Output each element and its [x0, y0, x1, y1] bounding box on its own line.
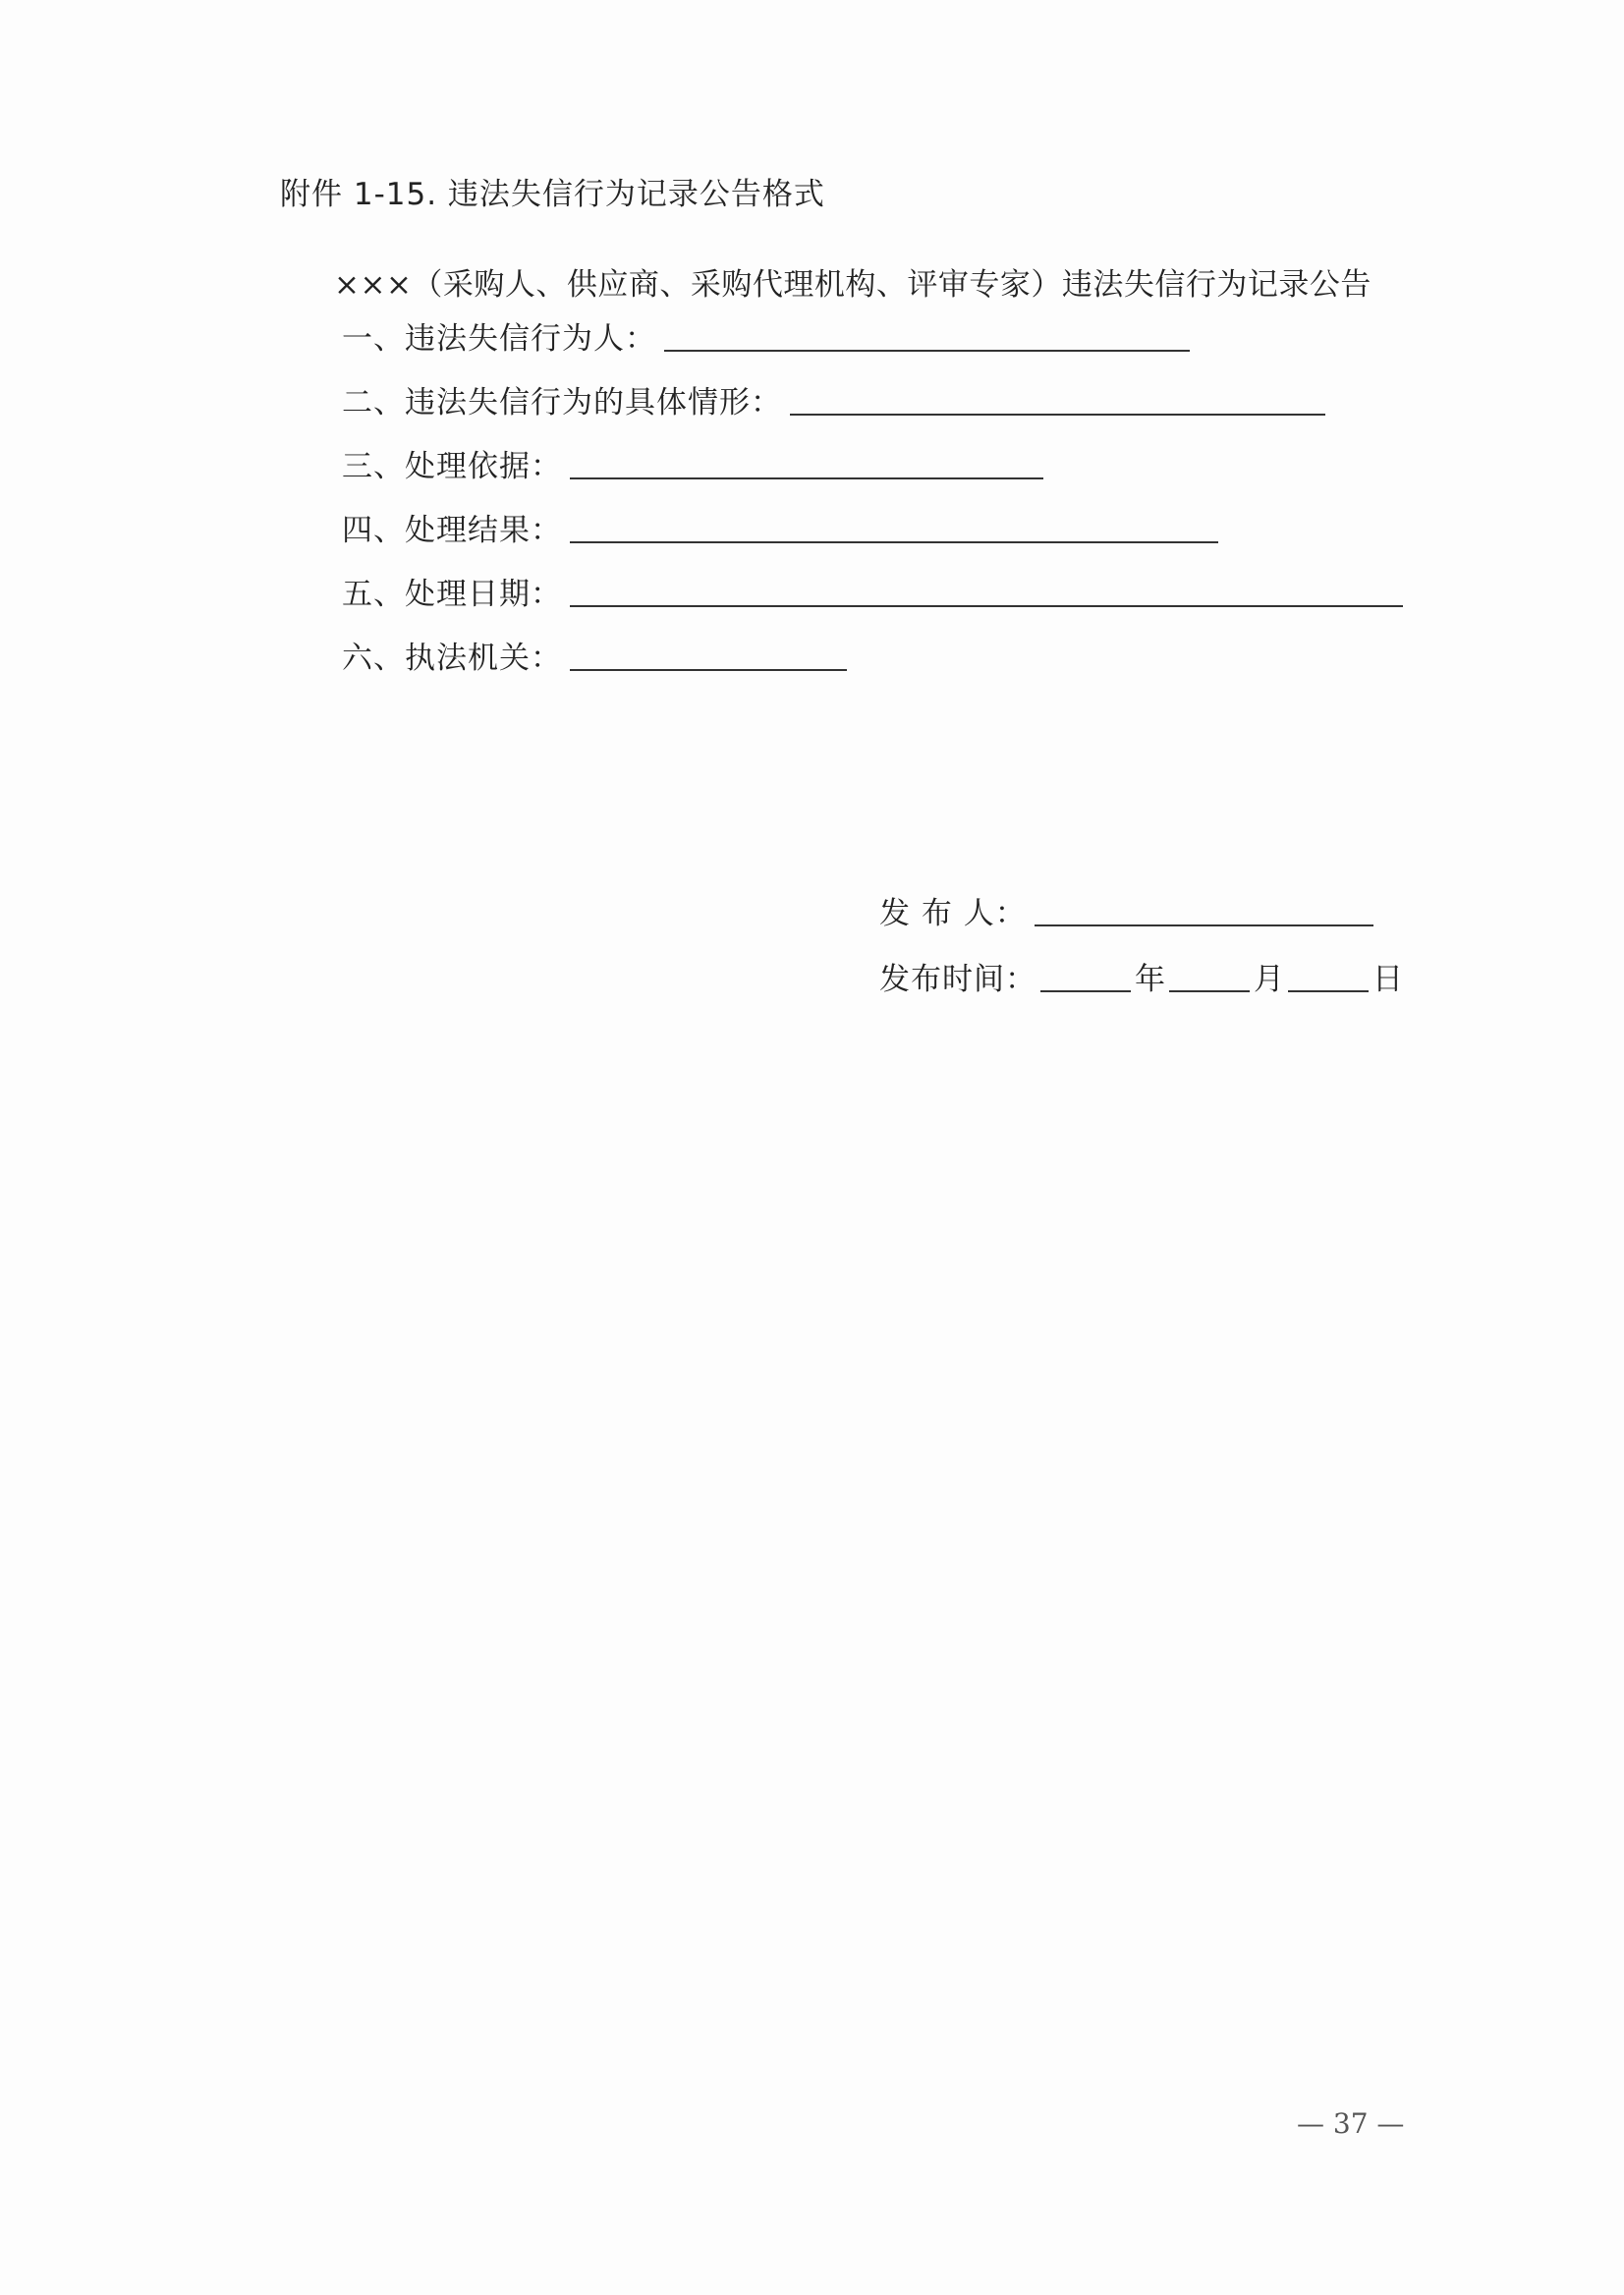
field-authority-blank[interactable] [570, 668, 847, 671]
publisher-label: 发 布 人： [879, 896, 1027, 931]
day-label: 日 [1372, 962, 1403, 997]
year-label: 年 [1135, 962, 1165, 997]
publisher-blank[interactable] [1035, 924, 1373, 926]
field-violator [342, 314, 1190, 358]
page-number: — 37 — [1297, 2107, 1405, 2140]
field-circumstances-blank[interactable] [790, 413, 1325, 416]
field-date-blank[interactable] [570, 604, 1403, 607]
field-result-label: 四、处理结果： [342, 513, 562, 548]
year-blank[interactable] [1040, 989, 1131, 992]
field-circumstances-label: 二、违法失信行为的具体情形： [342, 385, 782, 420]
field-date-label: 五、处理日期： [342, 577, 562, 612]
field-basis-label: 三、处理依据： [342, 449, 562, 484]
field-result [342, 506, 1218, 549]
publisher-row [879, 889, 1373, 932]
field-result-blank[interactable] [570, 540, 1218, 543]
field-date [342, 570, 1403, 613]
publish-date-label: 发布时间： [879, 962, 1036, 997]
field-basis [342, 442, 1043, 485]
month-blank[interactable] [1169, 989, 1250, 992]
month-label: 月 [1254, 962, 1284, 997]
field-violator-label: 一、违法失信行为人： [342, 321, 656, 357]
field-authority [342, 634, 847, 677]
publish-date-row [879, 955, 1403, 998]
attachment-heading: 附件 1-15. 违法失信行为记录公告格式 [280, 177, 825, 212]
field-basis-blank[interactable] [570, 476, 1043, 479]
field-authority-label: 六、执法机关： [342, 641, 562, 676]
field-violator-blank[interactable] [664, 349, 1190, 352]
notice-title: ×××（采购人、供应商、采购代理机构、评审专家）违法失信行为记录公告 [334, 267, 1372, 303]
day-blank[interactable] [1288, 989, 1369, 992]
field-circumstances [342, 378, 1325, 421]
